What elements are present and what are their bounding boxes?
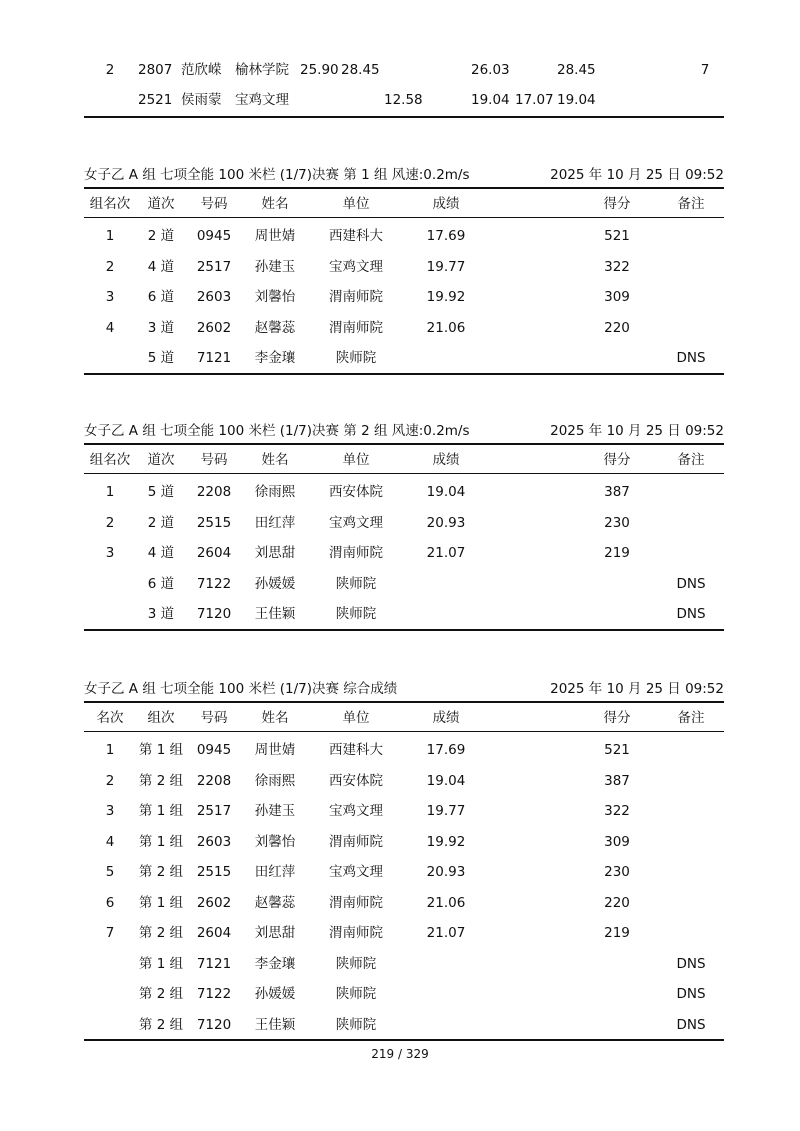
table-cell: 刘馨怡 (254, 833, 296, 850)
section-bottom-rule (84, 629, 724, 631)
table-cell: 田红萍 (254, 864, 296, 880)
table-cell: 李金瓖 (254, 350, 296, 366)
table-cell: 7120 (196, 1016, 232, 1033)
carryover-cell: 2 (105, 62, 115, 78)
table-cell: 徐雨熙 (254, 772, 296, 789)
table-cell: 陕师院 (335, 606, 377, 622)
column-header: 成绩 (432, 196, 460, 212)
carryover-cell: 2807 (138, 62, 173, 78)
table-cell: 3 (105, 803, 115, 819)
table-cell: DNS (676, 986, 706, 1002)
table-cell: 2604 (196, 545, 232, 561)
table-cell: 3 (105, 289, 115, 305)
column-header: 备注 (677, 452, 705, 468)
table-cell: 赵馨蕊 (254, 894, 296, 911)
table-cell: 渭南师院 (329, 925, 383, 941)
column-header: 成绩 (432, 452, 460, 468)
table-cell: 第 1 组 (138, 833, 184, 850)
table-cell: 6 (105, 894, 115, 911)
table-cell: 2 道 (147, 514, 175, 531)
column-header: 号码 (200, 196, 228, 212)
table-cell: 521 (604, 228, 630, 244)
carryover-cell: 17.07 (515, 92, 554, 108)
carryover-cell: 榆林学院 (235, 62, 289, 78)
carryover-cell: 25.90 (300, 62, 339, 78)
table-cell: 1 (105, 228, 115, 244)
section-date: 2025 年 10 月 25 日 09:52 (550, 423, 724, 439)
table-cell: 7120 (196, 606, 232, 622)
table-cell: 李金瓖 (254, 955, 296, 972)
table-cell: 19.77 (426, 803, 466, 819)
table-cell: 2603 (196, 833, 232, 850)
table-cell: 322 (604, 258, 630, 275)
table-cell: 宝鸡文理 (329, 258, 383, 275)
table-cell: 刘思甜 (254, 545, 296, 561)
carryover-cell: 侯雨蒙 (181, 92, 222, 108)
table-cell: 21.07 (426, 925, 466, 941)
table-cell: 4 (105, 833, 115, 850)
table-cell: 6 道 (147, 289, 175, 305)
column-header: 组名次 (89, 452, 131, 468)
table-cell: 20.93 (426, 864, 466, 880)
table-cell: 陕师院 (335, 350, 377, 366)
table-cell: 王佳颖 (254, 1016, 296, 1033)
table-cell: 322 (604, 803, 630, 819)
table-cell: 4 道 (147, 258, 175, 275)
table-cell: 2 道 (147, 228, 175, 244)
table-cell: 387 (604, 772, 630, 789)
table-cell: 4 (105, 319, 115, 336)
section-date: 2025 年 10 月 25 日 09:52 (550, 681, 724, 697)
table-cell: 19.04 (426, 772, 466, 789)
table-cell: 2 (105, 258, 115, 275)
table-cell: 第 2 组 (138, 986, 184, 1002)
column-header: 备注 (677, 710, 705, 726)
table-cell: 0945 (196, 742, 232, 758)
table-cell: 徐雨熙 (254, 484, 296, 500)
section-title: 女子乙 A 组 七项全能 100 米栏 (1/7)决赛 综合成绩 (84, 681, 398, 697)
table-cell: 19.92 (426, 833, 466, 850)
table-cell: 3 道 (147, 319, 175, 336)
table-cell: 第 2 组 (138, 864, 184, 880)
table-cell: 17.69 (426, 228, 466, 244)
header-rule (84, 217, 724, 218)
column-header: 号码 (200, 710, 228, 726)
table-cell: 7122 (196, 986, 232, 1002)
table-cell: 5 道 (147, 484, 175, 500)
table-cell: 219 (604, 545, 630, 561)
section-top-rule (84, 701, 724, 703)
table-cell: 赵馨蕊 (254, 319, 296, 336)
table-cell: 0945 (196, 228, 232, 244)
column-header: 号码 (200, 452, 228, 468)
carryover-bottom-rule (84, 116, 724, 118)
carryover-cell: 12.58 (384, 92, 423, 108)
column-header: 名次 (96, 710, 124, 726)
table-cell: 19.77 (426, 258, 466, 275)
table-cell: 309 (604, 289, 630, 305)
column-header: 得分 (603, 452, 631, 468)
table-cell: 2 (105, 514, 115, 531)
table-cell: 2208 (196, 772, 232, 789)
table-cell: 第 2 组 (138, 772, 184, 789)
table-cell: 21.06 (426, 894, 466, 911)
table-cell: 第 1 组 (138, 742, 184, 758)
column-header: 道次 (147, 452, 175, 468)
carryover-cell: 7 (700, 62, 710, 78)
table-cell: 田红萍 (254, 514, 296, 531)
table-cell: 7121 (196, 955, 232, 972)
section-top-rule (84, 187, 724, 189)
column-header: 姓名 (261, 710, 289, 726)
table-cell: 西安体院 (329, 772, 383, 789)
table-cell: 521 (604, 742, 630, 758)
table-cell: 230 (604, 514, 630, 531)
section-bottom-rule (84, 1039, 724, 1041)
table-cell: 陕师院 (335, 1016, 377, 1033)
table-cell: 387 (604, 484, 630, 500)
table-cell: 220 (604, 894, 630, 911)
table-cell: DNS (676, 606, 706, 622)
table-cell: 230 (604, 864, 630, 880)
table-cell: 宝鸡文理 (329, 803, 383, 819)
table-cell: 孙建玉 (254, 258, 296, 275)
carryover-cell: 28.45 (557, 62, 596, 78)
table-cell: 6 道 (147, 575, 175, 592)
table-cell: 刘思甜 (254, 925, 296, 941)
carryover-cell: 19.04 (557, 92, 596, 108)
table-cell: 2517 (196, 258, 232, 275)
table-cell: 周世婧 (254, 742, 296, 758)
table-cell: DNS (676, 575, 706, 592)
table-cell: 2517 (196, 803, 232, 819)
table-cell: 渭南师院 (329, 289, 383, 305)
table-cell: 陕师院 (335, 955, 377, 972)
table-cell: 309 (604, 833, 630, 850)
column-header: 单位 (342, 196, 370, 212)
table-cell: 20.93 (426, 514, 466, 531)
header-rule (84, 473, 724, 474)
carryover-cell: 28.45 (341, 62, 380, 78)
table-cell: DNS (676, 1016, 706, 1033)
carryover-cell: 2521 (138, 92, 173, 108)
table-cell: 2603 (196, 289, 232, 305)
section-bottom-rule (84, 373, 724, 375)
column-header: 姓名 (261, 196, 289, 212)
column-header: 备注 (677, 196, 705, 212)
table-cell: 西建科大 (329, 742, 383, 758)
table-cell: 4 道 (147, 545, 175, 561)
table-cell: 2515 (196, 514, 232, 531)
column-header: 成绩 (432, 710, 460, 726)
table-cell: 2 (105, 772, 115, 789)
table-cell: 孙媛媛 (254, 575, 296, 592)
table-cell: 7 (105, 925, 115, 941)
table-cell: 3 (105, 545, 115, 561)
table-cell: 3 道 (147, 606, 175, 622)
section-title: 女子乙 A 组 七项全能 100 米栏 (1/7)决赛 第 2 组 风速:0.2m/s (84, 423, 470, 439)
column-header: 单位 (342, 452, 370, 468)
table-cell: 第 1 组 (138, 894, 184, 911)
table-cell: 孙建玉 (254, 803, 296, 819)
page-number: 219 / 329 (371, 1047, 429, 1061)
column-header: 得分 (603, 710, 631, 726)
table-cell: 第 2 组 (138, 1016, 184, 1033)
table-cell: 陕师院 (335, 986, 377, 1002)
header-rule (84, 731, 724, 732)
table-cell: 第 2 组 (138, 925, 184, 941)
table-cell: 5 (105, 864, 115, 880)
carryover-cell: 26.03 (471, 62, 510, 78)
table-cell: 220 (604, 319, 630, 336)
table-cell: 渭南师院 (329, 545, 383, 561)
section-date: 2025 年 10 月 25 日 09:52 (550, 167, 724, 183)
table-cell: 西建科大 (329, 228, 383, 244)
table-cell: 219 (604, 925, 630, 941)
section-top-rule (84, 443, 724, 445)
table-cell: 5 道 (147, 350, 175, 366)
table-cell: 7121 (196, 350, 232, 366)
table-cell: 19.04 (426, 484, 466, 500)
table-cell: 21.07 (426, 545, 466, 561)
column-header: 姓名 (261, 452, 289, 468)
table-cell: 第 1 组 (138, 803, 184, 819)
table-cell: 西安体院 (329, 484, 383, 500)
table-cell: DNS (676, 955, 706, 972)
table-cell: 周世婧 (254, 228, 296, 244)
table-cell: 渭南师院 (329, 894, 383, 911)
table-cell: 王佳颖 (254, 606, 296, 622)
section-title: 女子乙 A 组 七项全能 100 米栏 (1/7)决赛 第 1 组 风速:0.2m/s (84, 167, 470, 183)
table-cell: 渭南师院 (329, 319, 383, 336)
column-header: 组次 (147, 710, 175, 726)
table-cell: 陕师院 (335, 575, 377, 592)
table-cell: 孙媛媛 (254, 986, 296, 1002)
table-cell: 第 1 组 (138, 955, 184, 972)
column-header: 道次 (147, 196, 175, 212)
table-cell: 1 (105, 742, 115, 758)
column-header: 得分 (603, 196, 631, 212)
table-cell: DNS (676, 350, 706, 366)
table-cell: 21.06 (426, 319, 466, 336)
table-cell: 渭南师院 (329, 833, 383, 850)
table-cell: 刘馨怡 (254, 289, 296, 305)
carryover-cell: 范欣嵘 (181, 62, 222, 78)
table-cell: 17.69 (426, 742, 466, 758)
table-cell: 宝鸡文理 (329, 514, 383, 531)
table-cell: 19.92 (426, 289, 466, 305)
table-cell: 2208 (196, 484, 232, 500)
carryover-cell: 19.04 (471, 92, 510, 108)
table-cell: 2604 (196, 925, 232, 941)
table-cell: 1 (105, 484, 115, 500)
column-header: 组名次 (89, 196, 131, 212)
carryover-cell: 宝鸡文理 (235, 92, 289, 108)
column-header: 单位 (342, 710, 370, 726)
table-cell: 2602 (196, 894, 232, 911)
table-cell: 2602 (196, 319, 232, 336)
table-cell: 7122 (196, 575, 232, 592)
table-cell: 宝鸡文理 (329, 864, 383, 880)
table-cell: 2515 (196, 864, 232, 880)
